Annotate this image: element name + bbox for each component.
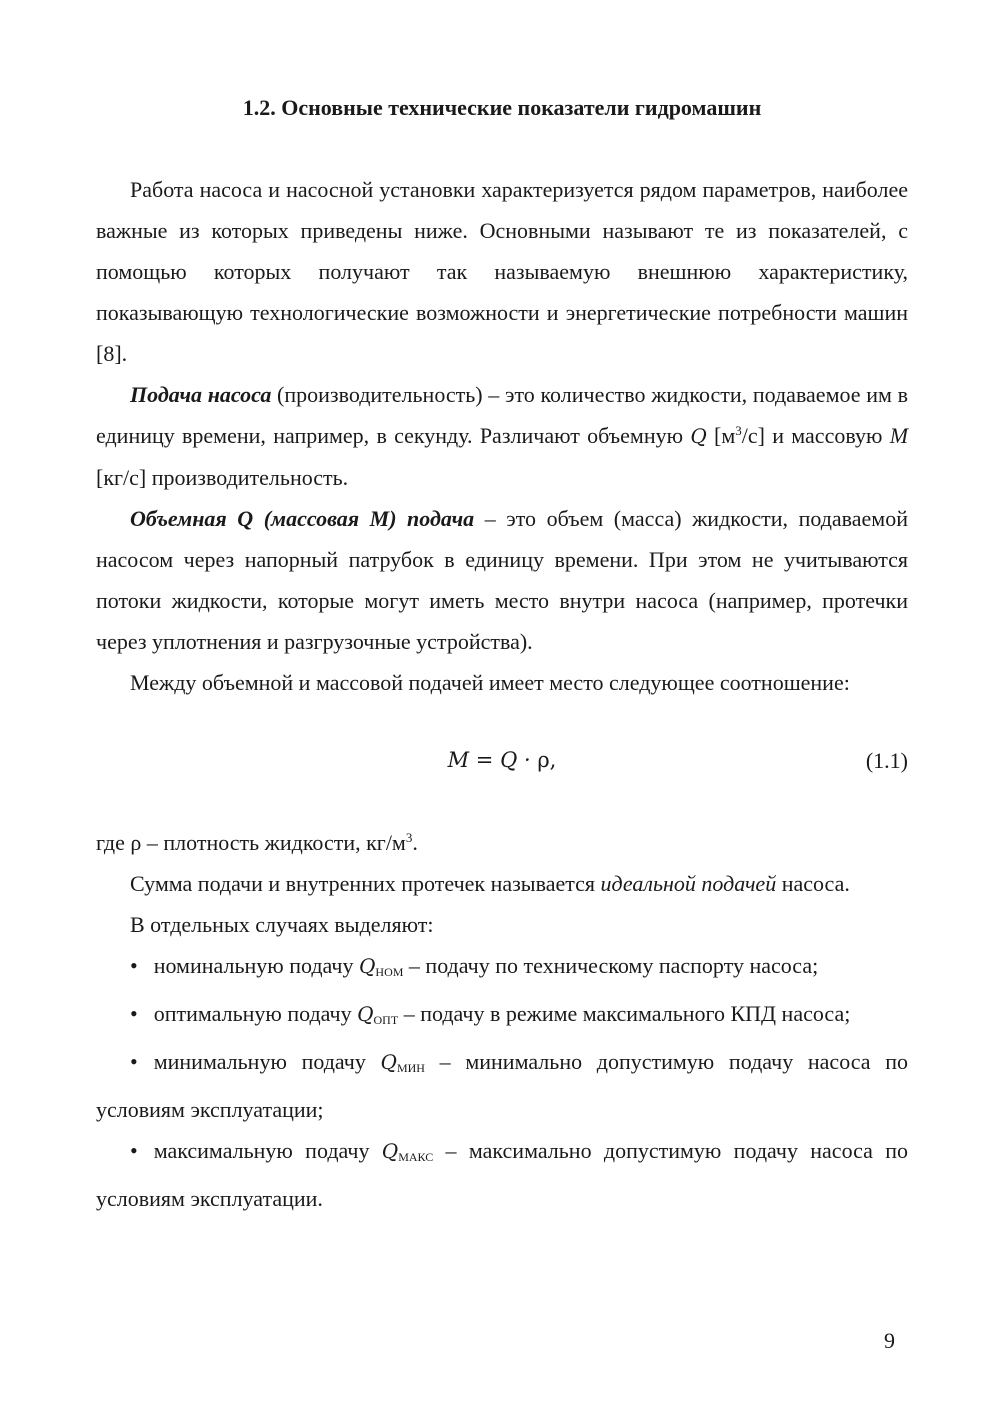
page-number: 9 [884,1328,895,1353]
equation-number: (1.1) [865,748,908,773]
term-pump-flow: Подача насоса [130,382,272,407]
paragraph-ideal-flow: Сумма подачи и внутренних протечек называется идеальной подачей насоса. [130,871,850,896]
bullet-icon: • [130,1138,138,1163]
term-ideal-flow: идеальной подачей [600,871,777,896]
list-item: • максимальную подачу $Q_{МАКС}$ – максимально допустимую подачу насоса по условиям эксплуатации. [96,1138,908,1211]
section-heading: 1.2. Основные технические показатели гидромашин [242,95,762,120]
list-item: • оптимальную подачу $Q_{ОПТ}$ – подачу в режиме максимального КПД насоса; [130,1001,851,1027]
paragraph-pump-flow: Подача насоса (производительность) – это количество жидкости, подаваемое им в единицу времени, например, в секунду. Различают объемную Q $[м^3/с]$ и массовую M [кг/с] производительность. [96,382,909,490]
var-m: M [889,423,909,448]
bullet-icon: • [130,953,138,978]
document-page [96,0,908,1418]
list-item: • номинальную подачу $Q_{НОМ}$ – подачу по техническому паспорту насоса; [130,953,819,979]
var-q: Q [690,424,707,448]
list-item: • минимальную подачу $Q_{МИН}$ – минимально допустимую подачу насоса по условиям эксплуатации; [96,1049,908,1122]
paragraph-intro: Работа насоса и насосной установки характеризуется рядом параметров, наиболее важные из которых приведены ниже. Основными называют те из показателей, с помощью которых получают так называемую внешнюю характеристику, показывающую технологические возможности и энергетические потребности машин [8]. [96,177,908,366]
paragraph-relation: Между объемной и массовой подачей имеет место следующее соотношение: [130,670,850,695]
bullet-icon: • [130,1049,138,1074]
body-text [96,169,908,1219]
paragraph-cases: В отдельных случаях выделяют: [130,912,434,937]
paragraph-density: где ρ – плотность жидкости, $кг/м^3$. [96,830,418,855]
paragraph-volumetric-flow: Объемная Q (массовая M) подача – это объем (масса) жидкости, подаваемой насосом через напорный патрубок в единицу времени. При этом не учитываются потоки жидкости, которые могут иметь место внутри насоса (например, протечки через уплотнения и разгрузочные устройства). [96,506,908,654]
term-volumetric-flow: Объемная Q (массовая M) подача [130,506,475,531]
formula: M = Q · ρ, [447,748,557,772]
formula-row [96,740,908,781]
bullet-icon: • [130,1001,138,1026]
